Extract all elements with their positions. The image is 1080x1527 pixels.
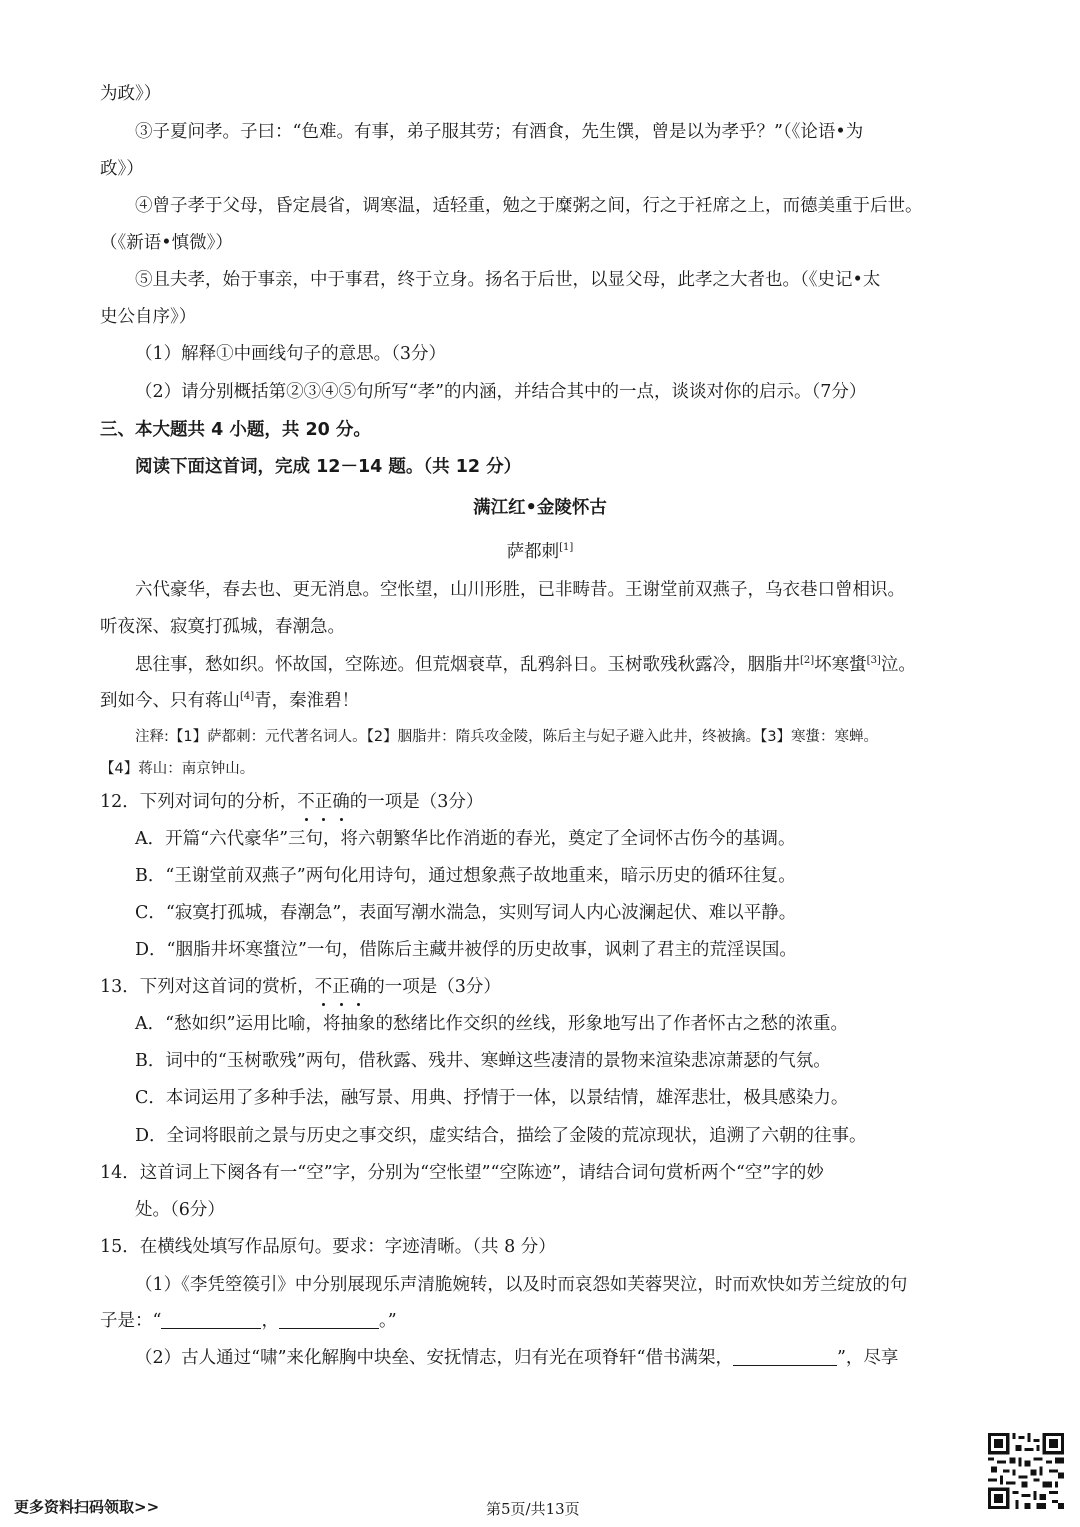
question-text: ”，尽享 [836,1348,899,1368]
question-text: （2）古人通过“啸”来化解胸中块垒、安抚情志，归有光在项脊轩“借书满架， [135,1348,733,1368]
poem-text: 泣。 [880,655,916,675]
answer-blank[interactable] [279,1308,379,1329]
page-number: 第5页/共13页 [486,1500,580,1518]
option-b: B．“王谢堂前双燕子”两句化用诗句，通过想象燕子故地重来，暗示历史的循环往复。 [135,866,796,886]
poem-text: 到如今、只有蒋山 [100,691,240,711]
text-line: ③子夏问孝。子曰：“色难。有事，弟子服其劳；有酒食，先生馔，曾是以为孝乎？”（《论语•为 [135,122,864,142]
text-line: ⑤且夫孝，始于事亲，中于事君，终于立身。扬名于后世，以显父母，此孝之大者也。（《史记•太 [135,270,881,290]
text-line: ④曾子孝于父母，昏定晨省，调寒温，适轻重，勉之于糜粥之间，行之于衽席之上，而德美重于后世。 [135,196,923,216]
text-line: 政》） [100,159,144,179]
text-line: 史公自序》） [100,307,197,327]
answer-blank[interactable] [733,1345,837,1366]
question-14-cont: 处。（6分） [135,1200,225,1220]
answer-blank[interactable] [161,1308,261,1329]
poem-author [0,538,1080,566]
footnote-ref: [1] [559,542,574,553]
option-a: A．开篇“六代豪华”三句，将六朝繁华比作消逝的春光，奠定了全词怀古伤今的基调。 [135,829,796,849]
poem-line [135,651,1080,679]
text-line: 为政》） [100,84,162,104]
question-text: 13．下列对这首词的赏析， [100,977,315,997]
option-c: C．本词运用了多种手法，融写景、用典、抒情于一体，以景结情，雄浑悲壮，极具感染力。 [135,1088,849,1108]
footnote-ref: [4] [240,691,255,702]
question-text: ， [261,1311,279,1331]
text-line: （《新语•慎微》） [100,233,233,253]
poem-text: 青，秦淮碧！ [254,691,360,711]
emphasis-char: 确 [332,788,350,816]
question-text: 12．下列对词句的分析， [100,792,298,812]
question-text: 的一项是（3分） [349,792,484,812]
author-name: 萨都刺 [506,542,560,562]
option-c: C．“寂寞打孤城，春潮急”，表面写潮水湍急，实则写词人内心波澜起伏、难以平静。 [135,903,797,923]
section-instruction: 阅读下面这首词，完成 12－14 题。（共 12 分） [135,457,522,477]
poem-line: 六代豪华，春去也、更无消息。空怅望，山川形胜，已非畴昔。王谢堂前双燕子，乌衣巷口曾相识。 [135,580,905,600]
question-15-2 [135,1344,1080,1372]
question-text: 的一项是（3分） [367,977,501,997]
emphasis-char: 正 [332,973,350,1001]
question-text: 子是：“ [100,1311,162,1331]
question-15-1: （1）《李凭箜篌引》中分别展现乐声清脆婉转，以及时而哀怨如芙蓉哭泣，时而欢快如芳兰绽放的句 [135,1275,908,1295]
question-14: 14．这首词上下阕各有一“空”字，分别为“空怅望”“空陈迹”，请结合词句赏析两个“空”字的妙 [100,1163,824,1183]
poem-text: 思往事，愁如织。怀故国，空陈迹。但荒烟衰草，乱鸦斜日。玉树歌残秋露冷，胭脂井 [135,655,800,675]
footnote-ref: [2] [800,655,815,666]
question-text: （2）请分别概括第②③④⑤句所写“孝”的内涵，并结合其中的一点，谈谈对你的启示。（7分） [135,382,867,402]
annotation: 【4】蒋山：南京钟山。 [100,761,255,777]
option-a: A．“愁如织”运用比喻，将抽象的愁绪比作交织的丝线，形象地写出了作者怀古之愁的浓重。 [135,1014,849,1034]
footnote-ref: [3] [866,655,881,666]
question-15-1-cont [100,1307,1080,1335]
option-b: B．词中的“玉树歌残”两句，借秋露、残井、寒蝉这些凄清的景物来渲染悲凉萧瑟的气氛。 [135,1051,831,1071]
question-13 [100,973,1080,1001]
emphasis-char: 正 [315,788,333,816]
annotation: 注释:【1】萨都刺：元代著名词人。【2】胭脂井：隋兵攻金陵，陈后主与妃子避入此井，终被擒。【3】寒螀：寒蝉。 [135,729,879,745]
qr-code-icon [988,1433,1064,1509]
poem-line [100,687,1080,715]
option-d: D．“胭脂井坏寒螀泣”一句，借陈后主藏井被俘的历史故事，讽刺了君主的荒淫误国。 [135,940,797,960]
question-text: 。” [378,1311,397,1331]
question-text: （1）解释①中画线句子的意思。（3分） [135,344,447,364]
emphasis-char: 不 [315,973,333,1001]
section-heading: 三、本大题共 4 小题，共 20 分。 [100,420,371,440]
question-15: 15．在横线处填写作品原句。要求：字迹清晰。（共 8 分） [100,1237,556,1257]
poem-line: 听夜深、寂寞打孤城，春潮急。 [100,617,345,637]
poem-title: 满江红•金陵怀古 [473,498,607,518]
option-d: D．全词将眼前之景与历史之事交织，虚实结合，描绘了金陵的荒凉现状，追溯了六朝的往事。 [135,1126,867,1146]
footer-promo-link[interactable]: 更多资料扫码领取>> [14,1498,160,1516]
emphasis-char: 确 [350,973,368,1001]
question-12 [100,788,1080,816]
emphasis-char: 不 [297,788,315,816]
poem-text: 坏寒螀 [814,655,867,675]
